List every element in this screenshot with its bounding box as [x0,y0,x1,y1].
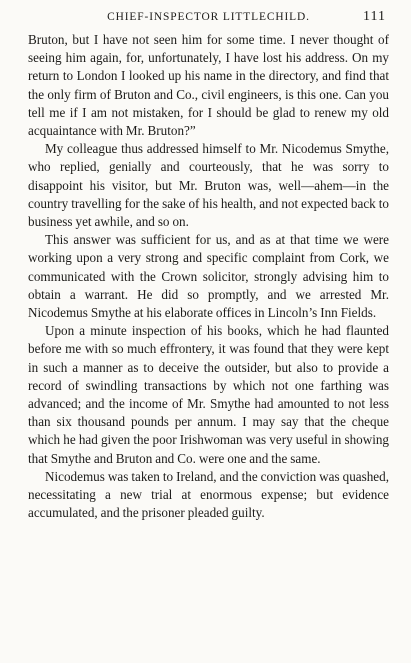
page-number: 111 [363,9,386,24]
body-text [28,31,389,522]
paragraph: Upon a minute inspection of his books, which he had flaunted before me with so much effrontery, it was found that they were kept in such a manner as to deceive the outsider, but also to provide a record of swindling transactions by which not one farthing was advanced; and the income of Mr. Smythe had amounted to not less than six thousand pounds per annum. I may say that the cheque which he had given the poor Irishwoman was very useful in showing that Smythe and Bruton and Co. were one and the same. [28,323,389,466]
running-title: CHIEF-INSPECTOR LITTLECHILD. [107,11,310,23]
running-header [28,9,389,29]
paragraph: Nicodemus was taken to Ireland, and the conviction was quashed, necessitating a new trial at enormous expense; but evidence accumulated, and the prisoner pleaded guilty. [28,468,389,521]
paragraph: This answer was sufficient for us, and as at that time we were working upon a very strong and specific complaint from Cork, we communicated with the Crown solicitor, strongly advising him to obtain a warrant. He did so promptly, and we arrested Mr. Nicodemus Smythe at his elaborate offices in Lincoln’s Inn Fields. [28,232,389,321]
paragraph: My colleague thus addressed himself to Mr. Nicodemus Smythe, who replied, genially and courteously, that he was sorry to disappoint his visitor, but Mr. Bruton was, well—ahem—in the country travelling for the sake of his health, and not expected back to business yet awhile, and so on. [28,141,389,230]
paragraph-continued: Bruton, but I have not seen him for some time. I never thought of seeing him again, for, unfortunately, I have lost his address. On my return to London I looked up his name in the directory, and find that the only firm of Bruton and Co., civil engineers, is this one. Can you tell me if I am not mistaken, for I should be glad to renew my old acquaintance with Mr. Bruton?” [28,32,389,139]
